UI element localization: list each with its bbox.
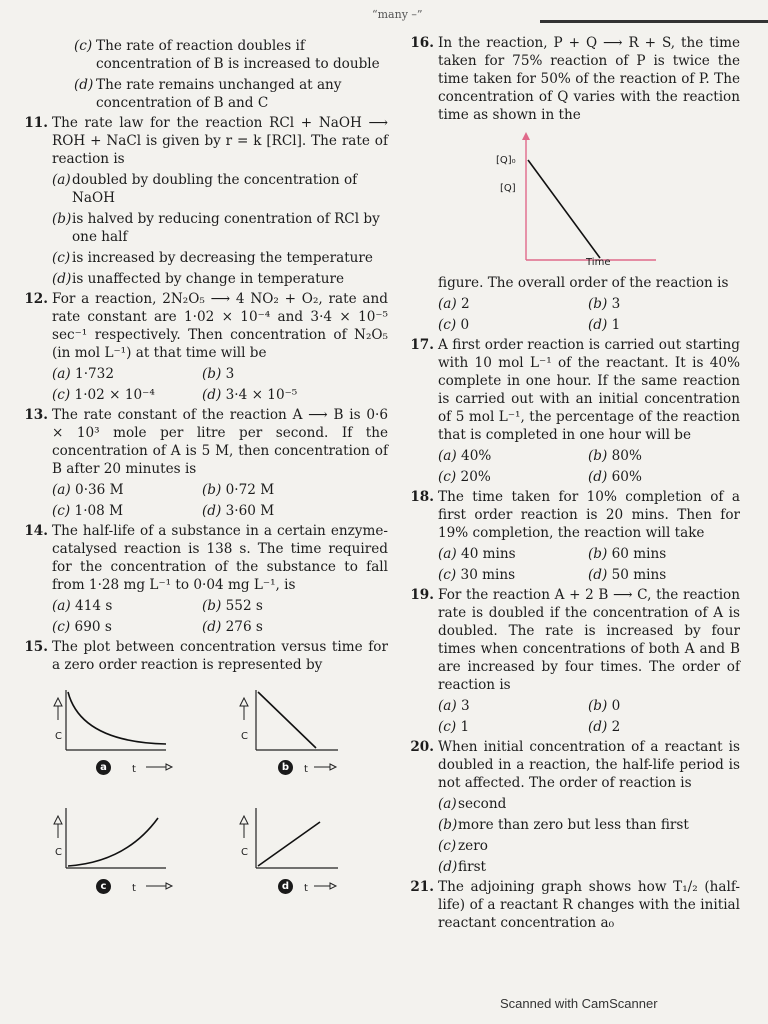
- option-letter: (b): [588, 546, 612, 562]
- option-text: 40%: [461, 448, 492, 464]
- question-18: 18. The time taken for 10% completion of a first order reaction is 20 mins. Then for 19% completion, the reaction will take: [410, 489, 740, 541]
- option-b: [588, 697, 738, 715]
- option-text: 1·732: [75, 366, 114, 382]
- option-text: 1: [611, 317, 621, 333]
- option-a: [438, 545, 588, 563]
- option-text: 20%: [460, 469, 491, 485]
- option-text: 0: [460, 317, 470, 333]
- q20-options: [404, 795, 740, 876]
- option-row: [438, 566, 740, 584]
- q13-options: [18, 481, 388, 520]
- option-letter: (d): [202, 503, 226, 519]
- option-a: [18, 171, 388, 207]
- option-row: [52, 597, 388, 615]
- option-letter: (a): [52, 172, 71, 188]
- option-a: [52, 597, 202, 615]
- option-letter: (c): [52, 387, 75, 403]
- option-row: [52, 481, 388, 499]
- option-a: [438, 447, 588, 465]
- option-text: is increased by decreasing the temperature: [72, 250, 373, 266]
- q17-options: [404, 447, 740, 486]
- option-c: [438, 566, 588, 584]
- graph-c-plot: [46, 800, 186, 900]
- option-text: first: [458, 859, 487, 875]
- option-letter: (c): [52, 503, 75, 519]
- option-letter: (b): [438, 817, 458, 833]
- graph-c: C c t: [46, 800, 186, 900]
- option-text: zero: [458, 838, 488, 854]
- label-c: c: [96, 879, 111, 894]
- option-letter: (a): [52, 482, 76, 498]
- option-text: 1·08 M: [74, 503, 124, 519]
- q0-label: [Q]₀: [496, 155, 516, 166]
- question-16: 16. In the reaction, P + Q ⟶ R + S, the time taken for 75% reaction of P is twice the time taken for 50% of the reaction of P. The concentration of Q varies with the reaction time as shown in the: [410, 35, 740, 123]
- option-text: 414 s: [75, 598, 113, 614]
- option-text: 3·4 × 10⁻⁵: [225, 387, 298, 403]
- option-letter: (d): [588, 719, 612, 735]
- option-letter: (c): [438, 567, 461, 583]
- option-row: [438, 468, 740, 486]
- option-text: 3: [461, 698, 470, 714]
- question-21: 21. The adjoining graph shows how T₁/₂ (half-life) of a reactant R changes with the initial reactant concentration a₀: [410, 879, 740, 931]
- q19-options: [404, 697, 740, 736]
- label-d: d: [278, 879, 293, 894]
- option-text: 40 mins: [461, 546, 516, 562]
- option-letter: (b): [52, 211, 72, 227]
- option-letter: (c): [438, 838, 457, 854]
- question-11: 11. The rate law for the reaction RCl + NaOH ⟶ ROH + NaCl is given by r = k [RCl]. The rate of reaction is: [24, 115, 388, 167]
- option-letter: (a): [52, 366, 76, 382]
- option-text: 0: [611, 698, 621, 714]
- option-c: [404, 837, 740, 855]
- question-20: 20. When initial concentration of a reactant is doubled in a reaction, the half-life period is not affected. The order of reaction is: [410, 739, 740, 791]
- option-letter: (b): [202, 482, 226, 498]
- label-a: a: [96, 760, 111, 775]
- option-letter: (d): [438, 859, 458, 875]
- option-text: 3: [611, 296, 621, 312]
- option-a: [438, 295, 588, 313]
- option-letter: (b): [588, 698, 612, 714]
- option-letter: (a): [52, 598, 76, 614]
- option-text: 2: [461, 296, 470, 312]
- option-letter: (d): [588, 469, 612, 485]
- option-c: [18, 249, 388, 267]
- option-text: 0·72 M: [225, 482, 275, 498]
- option-letter: (d): [52, 271, 72, 287]
- option-row: [52, 502, 388, 520]
- option-text: is unaffected by change in temperature: [72, 271, 345, 287]
- right-column: [404, 34, 740, 934]
- graph-b: C b t: [198, 680, 338, 780]
- option-text: 3·60 M: [225, 503, 275, 519]
- option-letter: (a): [438, 296, 462, 312]
- graph-d-plot: [198, 800, 338, 900]
- option-letter: (b): [588, 448, 612, 464]
- graph-a: C a t: [46, 680, 186, 780]
- time-label: Time: [586, 257, 611, 268]
- question-12: 12. For a reaction, 2N₂O₅ ⟶ 4 NO₂ + O₂, rate and rate constant are 1·02 × 10⁻⁴ and 3·4 × 10⁻⁵ sec⁻¹ respectively. Then concentration of N₂O₅ (in mol L⁻¹) at that time will be: [24, 291, 388, 361]
- option-b: [404, 816, 740, 834]
- option-a: [404, 795, 740, 813]
- option-letter: (b): [202, 366, 226, 382]
- option-text: 60 mins: [611, 546, 667, 562]
- option-row: [438, 316, 740, 334]
- option-text: 276 s: [225, 619, 263, 635]
- option-text: 30 mins: [460, 567, 516, 583]
- option-a: [438, 697, 588, 715]
- option-c: [52, 618, 202, 636]
- question-15: 15. The plot between concentration versus time for a zero order reaction is represented by: [24, 639, 388, 673]
- option-text: 1·02 × 10⁻⁴: [74, 387, 155, 403]
- q16-graph: [496, 130, 666, 270]
- label-b: b: [278, 760, 293, 775]
- option-letter: (c): [438, 469, 461, 485]
- option-text: is halved by reducing conentration of RCl by one half: [72, 211, 380, 245]
- option-d: [202, 502, 352, 520]
- option-text: 50 mins: [611, 567, 667, 583]
- option-row: [52, 365, 388, 383]
- option-letter: (c): [52, 250, 71, 266]
- option-a: [52, 481, 202, 499]
- option-text: 2: [611, 719, 621, 735]
- option-d: [18, 270, 388, 288]
- q16-options: [404, 295, 740, 334]
- q10-option-c: (c) The rate of reaction doubles if concentration of B is increased to double: [74, 38, 380, 72]
- option-letter: (d): [588, 567, 612, 583]
- option-b: [588, 447, 738, 465]
- option-c: [438, 316, 588, 334]
- q10-option-d: (d) The rate remains unchanged at any concentration of B and C: [74, 77, 342, 111]
- option-letter: (a): [438, 546, 462, 562]
- option-row: [438, 447, 740, 465]
- option-letter: (c): [52, 619, 75, 635]
- q16-graph-plot: [496, 130, 666, 270]
- option-letter: (b): [202, 598, 226, 614]
- question-14: 14. The half-life of a substance in a certain enzyme-catalysed reaction is 138 s. The time required for the concentration of the substance to fall from 1·28 mg L⁻¹ to 0·04 mg L⁻¹, is: [24, 523, 388, 593]
- option-b: [202, 481, 352, 499]
- scanner-watermark: Scanned with CamScanner: [500, 996, 658, 1011]
- option-row: [438, 295, 740, 313]
- option-letter: (d): [202, 619, 226, 635]
- option-letter: (a): [438, 698, 462, 714]
- option-letter: (a): [438, 796, 457, 812]
- option-d: [202, 618, 352, 636]
- option-c: [438, 468, 588, 486]
- option-d: [588, 718, 738, 736]
- option-b: [588, 545, 738, 563]
- option-text: 60%: [611, 469, 642, 485]
- option-d: [588, 316, 738, 334]
- header-fragment: “many –”: [372, 8, 423, 21]
- option-letter: (a): [438, 448, 462, 464]
- option-d: [588, 468, 738, 486]
- option-row: [52, 618, 388, 636]
- q11-options: [18, 171, 388, 288]
- option-letter: (b): [588, 296, 612, 312]
- option-row: [438, 718, 740, 736]
- option-d: [588, 566, 738, 584]
- option-text: more than zero but less than first: [458, 817, 689, 833]
- option-letter: (d): [202, 387, 226, 403]
- option-text: second: [458, 796, 507, 812]
- q15-graphs: [46, 680, 406, 920]
- option-c: [438, 718, 588, 736]
- option-b: [18, 210, 388, 246]
- question-17: 17. A first order reaction is carried out starting with 10 mol L⁻¹ of the reactant. It is 40% complete in one hour. If the same reaction is carried out with an initial concentration of 5 mol L⁻¹, the percentage of the reaction that is completed in one hour will be: [410, 337, 740, 443]
- option-text: 552 s: [225, 598, 263, 614]
- option-b: [588, 295, 738, 313]
- left-column: [18, 34, 388, 920]
- q-label: [Q]: [500, 183, 516, 194]
- option-b: [202, 365, 352, 383]
- header-rule: [540, 20, 768, 23]
- option-c: [52, 386, 202, 404]
- option-c: [52, 502, 202, 520]
- option-d: [404, 858, 740, 876]
- option-text: 0·36 M: [75, 482, 124, 498]
- graph-a-plot: [46, 680, 186, 780]
- option-row: [438, 697, 740, 715]
- option-letter: (c): [438, 719, 461, 735]
- option-a: [52, 365, 202, 383]
- option-row: [438, 545, 740, 563]
- graph-b-plot: [198, 680, 338, 780]
- option-b: [202, 597, 352, 615]
- option-text: 1: [460, 719, 470, 735]
- option-text: doubled by doubling the concentration of NaOH: [72, 172, 358, 206]
- option-text: 80%: [611, 448, 642, 464]
- option-row: [52, 386, 388, 404]
- graph-d: C d t: [198, 800, 338, 900]
- option-letter: (c): [438, 317, 461, 333]
- q14-options: [18, 597, 388, 636]
- option-text: 3: [225, 366, 235, 382]
- question-13: 13. The rate constant of the reaction A ⟶ B is 0·6 × 10³ mole per litre per second. If the concentration of A is 5 M, then concentration of B after 20 minutes is: [24, 407, 388, 477]
- option-d: [202, 386, 352, 404]
- option-text: 690 s: [74, 619, 112, 635]
- question-19: 19. For the reaction A + 2 B ⟶ C, the reaction rate is doubled if the concentration of A is doubled. The rate is increased by four times when concentrations of both A and B are increased by four times. The order of reaction is: [410, 587, 740, 693]
- option-letter: (d): [588, 317, 612, 333]
- q12-options: [18, 365, 388, 404]
- q16-continuation: figure. The overall order of the reaction is: [438, 275, 729, 291]
- q18-options: [404, 545, 740, 584]
